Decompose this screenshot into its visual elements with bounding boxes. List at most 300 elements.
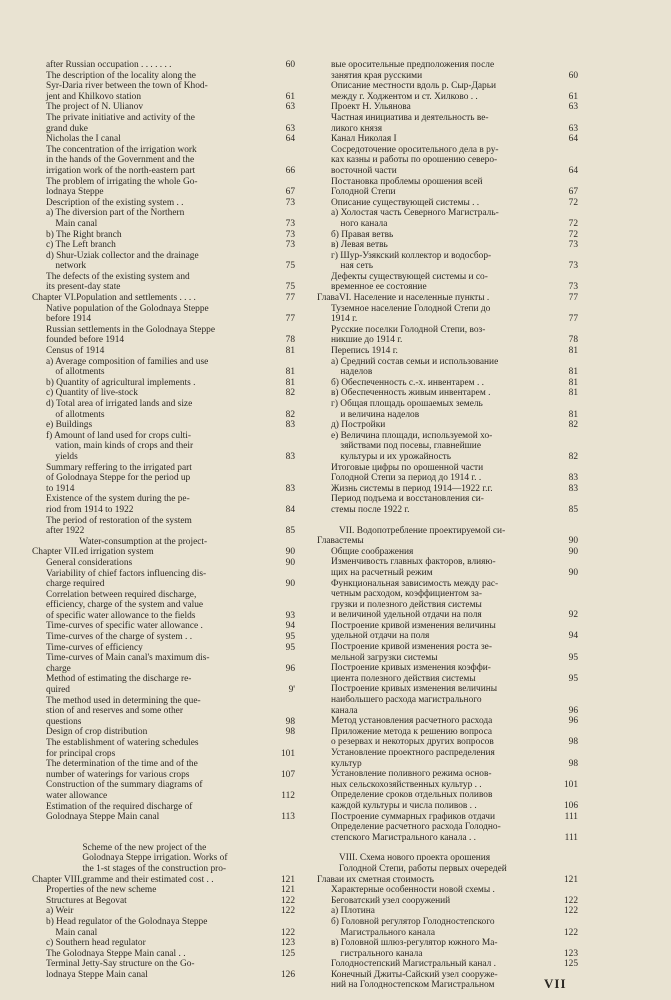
page-ref: 122 (280, 895, 295, 906)
entry-title: Туземное население Голодной Степи до 1914 г. (331, 303, 491, 325)
toc-entry (32, 357, 295, 378)
toc-entry (32, 208, 295, 229)
page-ref: 82 (285, 409, 295, 420)
toc-entry (317, 420, 578, 431)
entry-title: Population and settlements . . . . (76, 293, 196, 304)
entry-title: Existence of the system during the pe- riod from 1914 to 1922 (46, 494, 190, 515)
chapter-heading (32, 537, 295, 558)
toc-entry (317, 663, 578, 684)
page-ref: 64 (568, 165, 578, 176)
page-ref: 73 (285, 229, 295, 240)
page-ref: 112 (281, 790, 295, 801)
page-ref: 83 (285, 420, 295, 431)
spacer (317, 843, 578, 853)
page-ref: 90 (568, 567, 578, 578)
page-ref: 63 (568, 102, 578, 113)
entry-title: Time-curves of the charge of system . . (46, 632, 193, 643)
entry-title: в) Головной шлюз-регулятор южного Ма- гистрального канала (331, 938, 498, 959)
page-ref: 95 (568, 652, 578, 663)
page-ref: 125 (280, 948, 295, 959)
page-ref: 122 (563, 906, 578, 917)
entry-title: Построение суммарных графиков отдачи (331, 811, 495, 822)
entry-title: Water-consumption at the project- ed irrigation system (79, 536, 208, 558)
toc-entry (317, 621, 578, 642)
page-ref: 82 (568, 420, 578, 431)
entry-title: The method used in determining the que- stion of and reserves and some other questions (46, 695, 201, 727)
page-ref: 121 (563, 874, 578, 885)
page-ref: 125 (563, 959, 578, 970)
page-ref: 122 (280, 906, 295, 917)
entry-title: b) The Right branch (46, 229, 122, 240)
toc-entry (317, 134, 578, 145)
toc-entry (317, 145, 578, 177)
page-ref: 126 (280, 969, 295, 980)
toc-entry (32, 558, 295, 569)
page-ref: 101 (280, 748, 295, 759)
page-ref: 81 (568, 377, 578, 388)
toc-entry (317, 822, 578, 843)
entry-title: Time-curves of efficiency (46, 642, 143, 653)
toc-entry (32, 653, 295, 674)
page-ref: 90 (285, 557, 295, 568)
page-ref: 96 (568, 705, 578, 716)
toc-entry (317, 906, 578, 917)
toc-entry (317, 113, 578, 134)
chapter-prefix: Глава (317, 536, 340, 547)
toc-entry (32, 938, 295, 949)
entry-title: Определение сроков отдельных поливов каждой культуры и числа поливов . . (331, 790, 493, 811)
toc-entry (317, 60, 578, 81)
entry-title: The period of restoration of the system after 1922 (46, 515, 192, 537)
toc-entry (317, 959, 578, 970)
page-ref: 122 (280, 927, 295, 938)
toc-entry (317, 917, 578, 938)
toc-entry (32, 325, 295, 346)
entry-title: Structures at Begovat (46, 895, 127, 906)
entry-title: b) Quantity of agricultural implements . (46, 377, 196, 388)
page-ref: 73 (285, 240, 295, 251)
toc-entry (32, 621, 295, 632)
toc-entry (317, 727, 578, 748)
entry-title: Канал Николая I (331, 134, 397, 145)
page-ref: 101 (563, 779, 578, 790)
entry-title: Time-curves of Main canal's maximum dis- charge (46, 653, 210, 674)
entry-title: d) Total area of irrigated lands and size of allotments (46, 399, 193, 420)
page-ref: 81 (568, 409, 578, 420)
toc-entry (32, 102, 295, 113)
chapter-heading (317, 853, 578, 885)
toc-entry (32, 759, 295, 780)
entry-title: The determination of the time and of the number of waterings for various crops (46, 759, 198, 780)
entry-title: Russian settlements in the Golodnaya Steppe founded before 1914 (46, 324, 215, 346)
page-ref: 60 (568, 70, 578, 81)
page-ref: 98 (285, 716, 295, 727)
entry-title: Time-curves of specific water allowance . (46, 621, 203, 632)
toc-entry (317, 716, 578, 727)
toc-entry (32, 463, 295, 495)
page-ref: 93 (285, 610, 295, 621)
page-ref: 98 (568, 758, 578, 769)
toc-entry (32, 896, 295, 907)
entry-title: в) Обеспеченность живым инвентарем . (331, 388, 491, 399)
toc-entry (317, 748, 578, 769)
toc-entry (32, 906, 295, 917)
page-ref: 123 (280, 938, 295, 949)
entry-title: Construction of the summary diagrams of water allowance (46, 780, 203, 801)
page-ref: 63 (285, 123, 295, 134)
page-ref: 95 (568, 673, 578, 684)
toc-entry (32, 420, 295, 431)
entry-title: Жизнь системы в период 1914—1922 г.г. (331, 483, 493, 494)
entry-title: е) Величина площади, используемой хо- зяйствами под посевы, главнейшие культуры и их урожайность (331, 430, 493, 462)
page-ref: 111 (564, 811, 578, 822)
page-ref: 60 (285, 60, 295, 70)
entry-title: Scheme of the new project of the Golodnaya Steppe irrigation. Works of the 1-st stages of the construction pro- gramme and their estimated cost . . (82, 842, 228, 885)
page-ref: 73 (568, 282, 578, 293)
entry-title: VI. Население и населенные пункты . (339, 293, 490, 304)
page-ref: 63 (285, 102, 295, 113)
entry-title: e) Buildings (46, 420, 93, 431)
entry-title: The concentration of the irrigation work in the hands of the Government and the irrigation work of the north-eastern part (46, 144, 197, 176)
entry-title: The establishment of watering schedules for principal crops (46, 738, 199, 759)
entry-title: Nicholas the I canal (46, 134, 121, 145)
page-ref: 81 (568, 388, 578, 399)
toc-entry (317, 642, 578, 663)
entry-title: Период подъема и восстановления си- стемы после 1922 г. (331, 494, 484, 515)
toc-column-english (32, 60, 295, 980)
entry-title: f) Amount of land used for crops culti- vation, main kinds of crops and their yields (46, 430, 194, 462)
toc-entry (32, 272, 295, 293)
entry-title: Беговатский узел сооружений (331, 895, 451, 906)
toc-entry (317, 177, 578, 198)
entry-title: VIII. Схема нового проекта орошения Голодной Степи, работы первых очередей и их сметная стоимость (339, 853, 507, 885)
toc-entry (317, 251, 578, 272)
toc-entry (32, 959, 295, 980)
toc-entry (32, 346, 295, 357)
page-ref: 75 (285, 282, 295, 293)
toc-entry (317, 230, 578, 241)
toc-column-russian (317, 60, 578, 991)
toc-entry (32, 727, 295, 738)
toc-entry (32, 251, 295, 272)
page-ref: 90 (568, 546, 578, 557)
entry-title: Сосредоточение оросительного дела в ру- ках казны и работы по орошению северо- восточной части (331, 144, 499, 176)
entry-title: д) Постройки (331, 420, 386, 431)
entry-title: Описание существующей системы . . (331, 197, 480, 208)
chapter-prefix: Chapter VIII. (32, 874, 83, 885)
toc-entry (317, 399, 578, 420)
entry-title: The description of the locality along the Syr-Daria river between the town of Khod- jent and Khilkovo station (46, 70, 208, 102)
toc-entry (32, 198, 295, 209)
page-ref: 72 (568, 229, 578, 240)
toc-entry (32, 230, 295, 241)
entry-title: c) The Left branch (46, 240, 116, 251)
toc-entry (317, 272, 578, 293)
page-ref: 90 (285, 547, 295, 558)
toc-entry (317, 463, 578, 484)
entry-title: б) Обеспеченность с.-х. инвентарем . . (331, 377, 484, 388)
toc-entry (317, 388, 578, 399)
page-ref: 9' (288, 685, 295, 696)
entry-title: Description of the existing system . . (46, 197, 184, 208)
page-ref: 63 (568, 123, 578, 134)
toc-entry (317, 484, 578, 495)
entry-title: Приложение метода к решению вопроса о резервах и некоторых других вопросов (331, 726, 494, 748)
page-ref: 95 (285, 642, 295, 653)
page-ref: 72 (568, 197, 578, 208)
page-ref: 61 (285, 91, 295, 102)
page-ref: 77 (568, 293, 578, 304)
page-ref: 84 (285, 504, 295, 515)
toc-entry (317, 198, 578, 209)
page-ref: 96 (285, 663, 295, 674)
page-ref: 95 (285, 632, 295, 643)
entry-title: Голодностепский Магистральный канал . (331, 959, 496, 970)
toc-entry (32, 949, 295, 960)
chapter-heading (317, 526, 578, 547)
entry-title: The defects of the existing system and its present-day state (46, 271, 190, 293)
toc-entry (32, 378, 295, 389)
entry-title: Estimation of the required discharge of Golodnaya Steppe Main canal (46, 801, 193, 823)
chapter-prefix: Chapter VII. (32, 547, 80, 558)
entry-title: Частная инициатива и деятельность ве- ликого князя (331, 112, 489, 134)
entry-title: Определение расчетного расхода Голодно- степского Магистрального канала . . (331, 822, 501, 843)
entry-title: Дефекты существующей системы и со- временное ее состояние (331, 271, 488, 293)
chapter-prefix: Глава (317, 874, 340, 885)
page-ref: 90 (568, 536, 578, 547)
page-ref: 81 (568, 346, 578, 357)
entry-title: b) Head regulator of the Golodnaya Steppe Main canal (46, 916, 208, 938)
page-ref: 67 (568, 187, 578, 198)
toc-entry (32, 494, 295, 515)
entry-title: б) Правая ветвь (331, 229, 394, 240)
page-ref: 61 (568, 91, 578, 102)
page-ref: 75 (285, 261, 295, 272)
page-ref: 123 (563, 948, 578, 959)
toc-entry (317, 494, 578, 515)
entry-title: а) Плотина (331, 906, 375, 917)
entry-title: Итоговые цифры по орошенной части Голодной Степи за период до 1914 г. . (331, 462, 484, 484)
chapter-heading (317, 293, 578, 304)
toc-entry (317, 885, 578, 896)
page-ref: 72 (568, 218, 578, 229)
entry-title: The project of N. Ulianov (46, 102, 144, 113)
page-ref: 83 (285, 451, 295, 462)
page-ref: 81 (568, 367, 578, 378)
entry-title: г) Общая площадь орошаемых земель и величина наделов (331, 399, 483, 420)
entry-title: Изменчивость главных факторов, влияю- щих на расчетный режим (331, 557, 496, 578)
toc-entry (32, 590, 295, 622)
entry-title: Native population of the Golodnaya Steppe before 1914 (46, 303, 209, 325)
page-ref: 77 (285, 293, 295, 304)
entry-title: Построение кривой изменения роста зе- мельной загрузки системы (331, 642, 492, 663)
page-number: VII (544, 976, 567, 991)
toc-entry (317, 684, 578, 716)
entry-title: вые оросительные предположения после занятия края русскими (331, 60, 495, 81)
entry-title: в) Левая ветвь (331, 240, 388, 251)
toc-entry (32, 113, 295, 134)
page-ref: 82 (285, 388, 295, 399)
entry-title: Метод установления расчетного расхода (331, 716, 493, 727)
entry-title: Variability of chief factors influencing dis- charge required (46, 568, 207, 590)
entry-title: Русские поселки Голодной Степи, воз- никшие до 1914 г. (331, 324, 486, 346)
entry-title: Построение кривых изменения коэффи- циента полезного действия системы (331, 663, 491, 684)
toc-entry (317, 547, 578, 558)
toc-entry (317, 431, 578, 463)
entry-title: Общие соображения (331, 546, 414, 557)
chapter-heading (32, 843, 295, 885)
toc-entry (32, 240, 295, 251)
entry-title: Перепись 1914 г. (331, 346, 398, 357)
entry-title: б) Головной регулятор Голодностепского Магистрального канала (331, 916, 495, 938)
page-ref: 98 (568, 737, 578, 748)
entry-title: The problem of irrigating the whole Go- lodnaya Steppe (46, 176, 198, 198)
toc-entry (32, 304, 295, 325)
page-ref: 78 (568, 335, 578, 346)
entry-title: Установление поливного режима основ- ных сельскохозяйственных культур . . (331, 769, 492, 790)
entry-title: a) Weir (46, 906, 74, 917)
toc-entry (32, 917, 295, 938)
page-ref: 77 (568, 314, 578, 325)
toc-entry (32, 780, 295, 801)
toc-entry (317, 240, 578, 251)
page-ref: 111 (564, 832, 578, 843)
page-ref: 64 (568, 134, 578, 145)
toc-entry (32, 885, 295, 896)
page-ref: 66 (285, 165, 295, 176)
spacer (32, 823, 295, 833)
entry-title: after Russian occupation . . . . . . . (46, 60, 172, 70)
page-ref: 77 (285, 314, 295, 325)
entry-title: General considerations (46, 557, 133, 568)
toc-entry (32, 569, 295, 590)
page-ref: 73 (568, 261, 578, 272)
toc-entry (32, 431, 295, 463)
page-ref: 107 (280, 769, 295, 780)
entry-title: Построение кривых изменения величины наибольшего расхода магистрального канала (331, 684, 498, 716)
page-ref: 122 (563, 895, 578, 906)
toc-entry (317, 102, 578, 113)
toc-entry (317, 208, 578, 229)
chapter-prefix: Chapter VI. (32, 293, 77, 304)
entry-title: a) The diversion part of the Northern Main canal (46, 208, 185, 229)
toc-entry (317, 812, 578, 823)
toc-entry (32, 71, 295, 103)
toc-entry (317, 790, 578, 811)
entry-title: VII. Водопотребление проектируемой си- стемы (339, 525, 506, 547)
page-ref: 83 (568, 473, 578, 484)
toc-entry (32, 632, 295, 643)
spacer (317, 516, 578, 526)
toc-entry (32, 643, 295, 654)
chapter-heading (32, 293, 295, 304)
toc-entry (317, 769, 578, 790)
entry-title: c) Quantity of live-stock (46, 388, 138, 399)
page-ref: 98 (285, 727, 295, 738)
toc-entry (317, 579, 578, 621)
page-ref: 81 (285, 346, 295, 357)
page-ref: 82 (568, 451, 578, 462)
toc-entry (317, 970, 578, 991)
toc-entry (317, 896, 578, 907)
entry-title: a) Average composition of families and use of allotments (46, 356, 209, 378)
page-ref: 85 (285, 526, 295, 537)
entry-title: Характерные особенности новой схемы . (331, 885, 495, 896)
page-ref: 81 (285, 367, 295, 378)
entry-title: Properties of the new scheme (46, 885, 157, 896)
page-ref: 85 (568, 504, 578, 515)
entry-title: Census of 1914 (46, 346, 105, 357)
entry-title: Конечный Джиты-Сайский узел сооруже- ний на Голодностепском Магистральном (331, 969, 498, 991)
entry-title: Описание местности вдоль р. Сыр-Дарьи между г. Ходжентом и ст. Хилково . . (331, 81, 497, 102)
entry-title: c) Southern head regulator (46, 938, 146, 949)
page-ref: 83 (568, 483, 578, 494)
page-ref: 113 (281, 812, 295, 823)
toc-entry (32, 145, 295, 177)
toc-entry (317, 346, 578, 357)
entry-title: The private initiative and activity of the grand duke (46, 112, 195, 134)
page-ref: 94 (285, 621, 295, 632)
page-ref: 106 (563, 800, 578, 811)
toc-entry (32, 696, 295, 728)
toc-entry (32, 738, 295, 759)
entry-title: Построение кривой изменения величины удельной отдачи на поля (331, 620, 496, 642)
page-ref: 73 (285, 218, 295, 229)
toc-entry (317, 357, 578, 378)
page-ref: 64 (285, 134, 295, 145)
page-ref: 121 (280, 874, 295, 885)
entry-title: Correlation between required discharge, efficiency, charge of the system and value of specific water allowance to the fields (46, 589, 204, 621)
entry-title: Функциональная зависимость между рас- четным расходом, коэффициентом за- грузки и полезного действия системы и величиной удельной отдачи на поля (331, 578, 499, 621)
toc-entry (317, 378, 578, 389)
toc-entry (317, 557, 578, 578)
page-ref: 78 (285, 335, 295, 346)
page-ref: 121 (280, 885, 295, 896)
entry-title: Установление проектного распределения культур (331, 748, 495, 769)
entry-title: Summary reffering to the irrigated part of Golodnaya Steppe for the period up to 1914 (46, 462, 192, 494)
toc-entry (32, 399, 295, 420)
entry-title: Method of estimating the discharge re- quired (46, 674, 192, 696)
toc-entry (32, 134, 295, 145)
entry-title: а) Средний состав семьи и использование наделов (331, 356, 499, 378)
page-ref: 96 (568, 716, 578, 727)
toc-entry (317, 938, 578, 959)
page-ref: 92 (568, 610, 578, 621)
entry-title: г) Шур-Узякский коллектор и водосбор- ная сеть (331, 250, 492, 272)
toc-entry (317, 81, 578, 102)
entry-title: Terminal Jetty-Say structure on the Go- lodnaya Steppe Main canal (46, 959, 195, 980)
toc-entry (32, 516, 295, 537)
entry-title: Постановка проблемы орошения всей Голодной Степи (331, 176, 483, 198)
toc-entry (32, 388, 295, 399)
toc-entry (32, 177, 295, 198)
page-ref: 94 (568, 631, 578, 642)
chapter-prefix: Глава (317, 293, 340, 304)
page-ref: 83 (285, 483, 295, 494)
toc-entry (317, 304, 578, 325)
page-ref: 67 (285, 187, 295, 198)
toc-entry (32, 60, 295, 71)
page-ref: 90 (285, 579, 295, 590)
entry-title: Проект Н. Ульянова (331, 102, 411, 113)
spacer (32, 833, 295, 843)
entry-title: Design of crop distribution (46, 727, 148, 738)
entry-title: The Golodnaya Steppe Main canal . . (46, 948, 186, 959)
entry-title: d) Shur-Uziak collector and the drainage network (46, 250, 199, 272)
toc-entry (32, 802, 295, 823)
toc-entry (317, 325, 578, 346)
page-ref: 81 (285, 377, 295, 388)
